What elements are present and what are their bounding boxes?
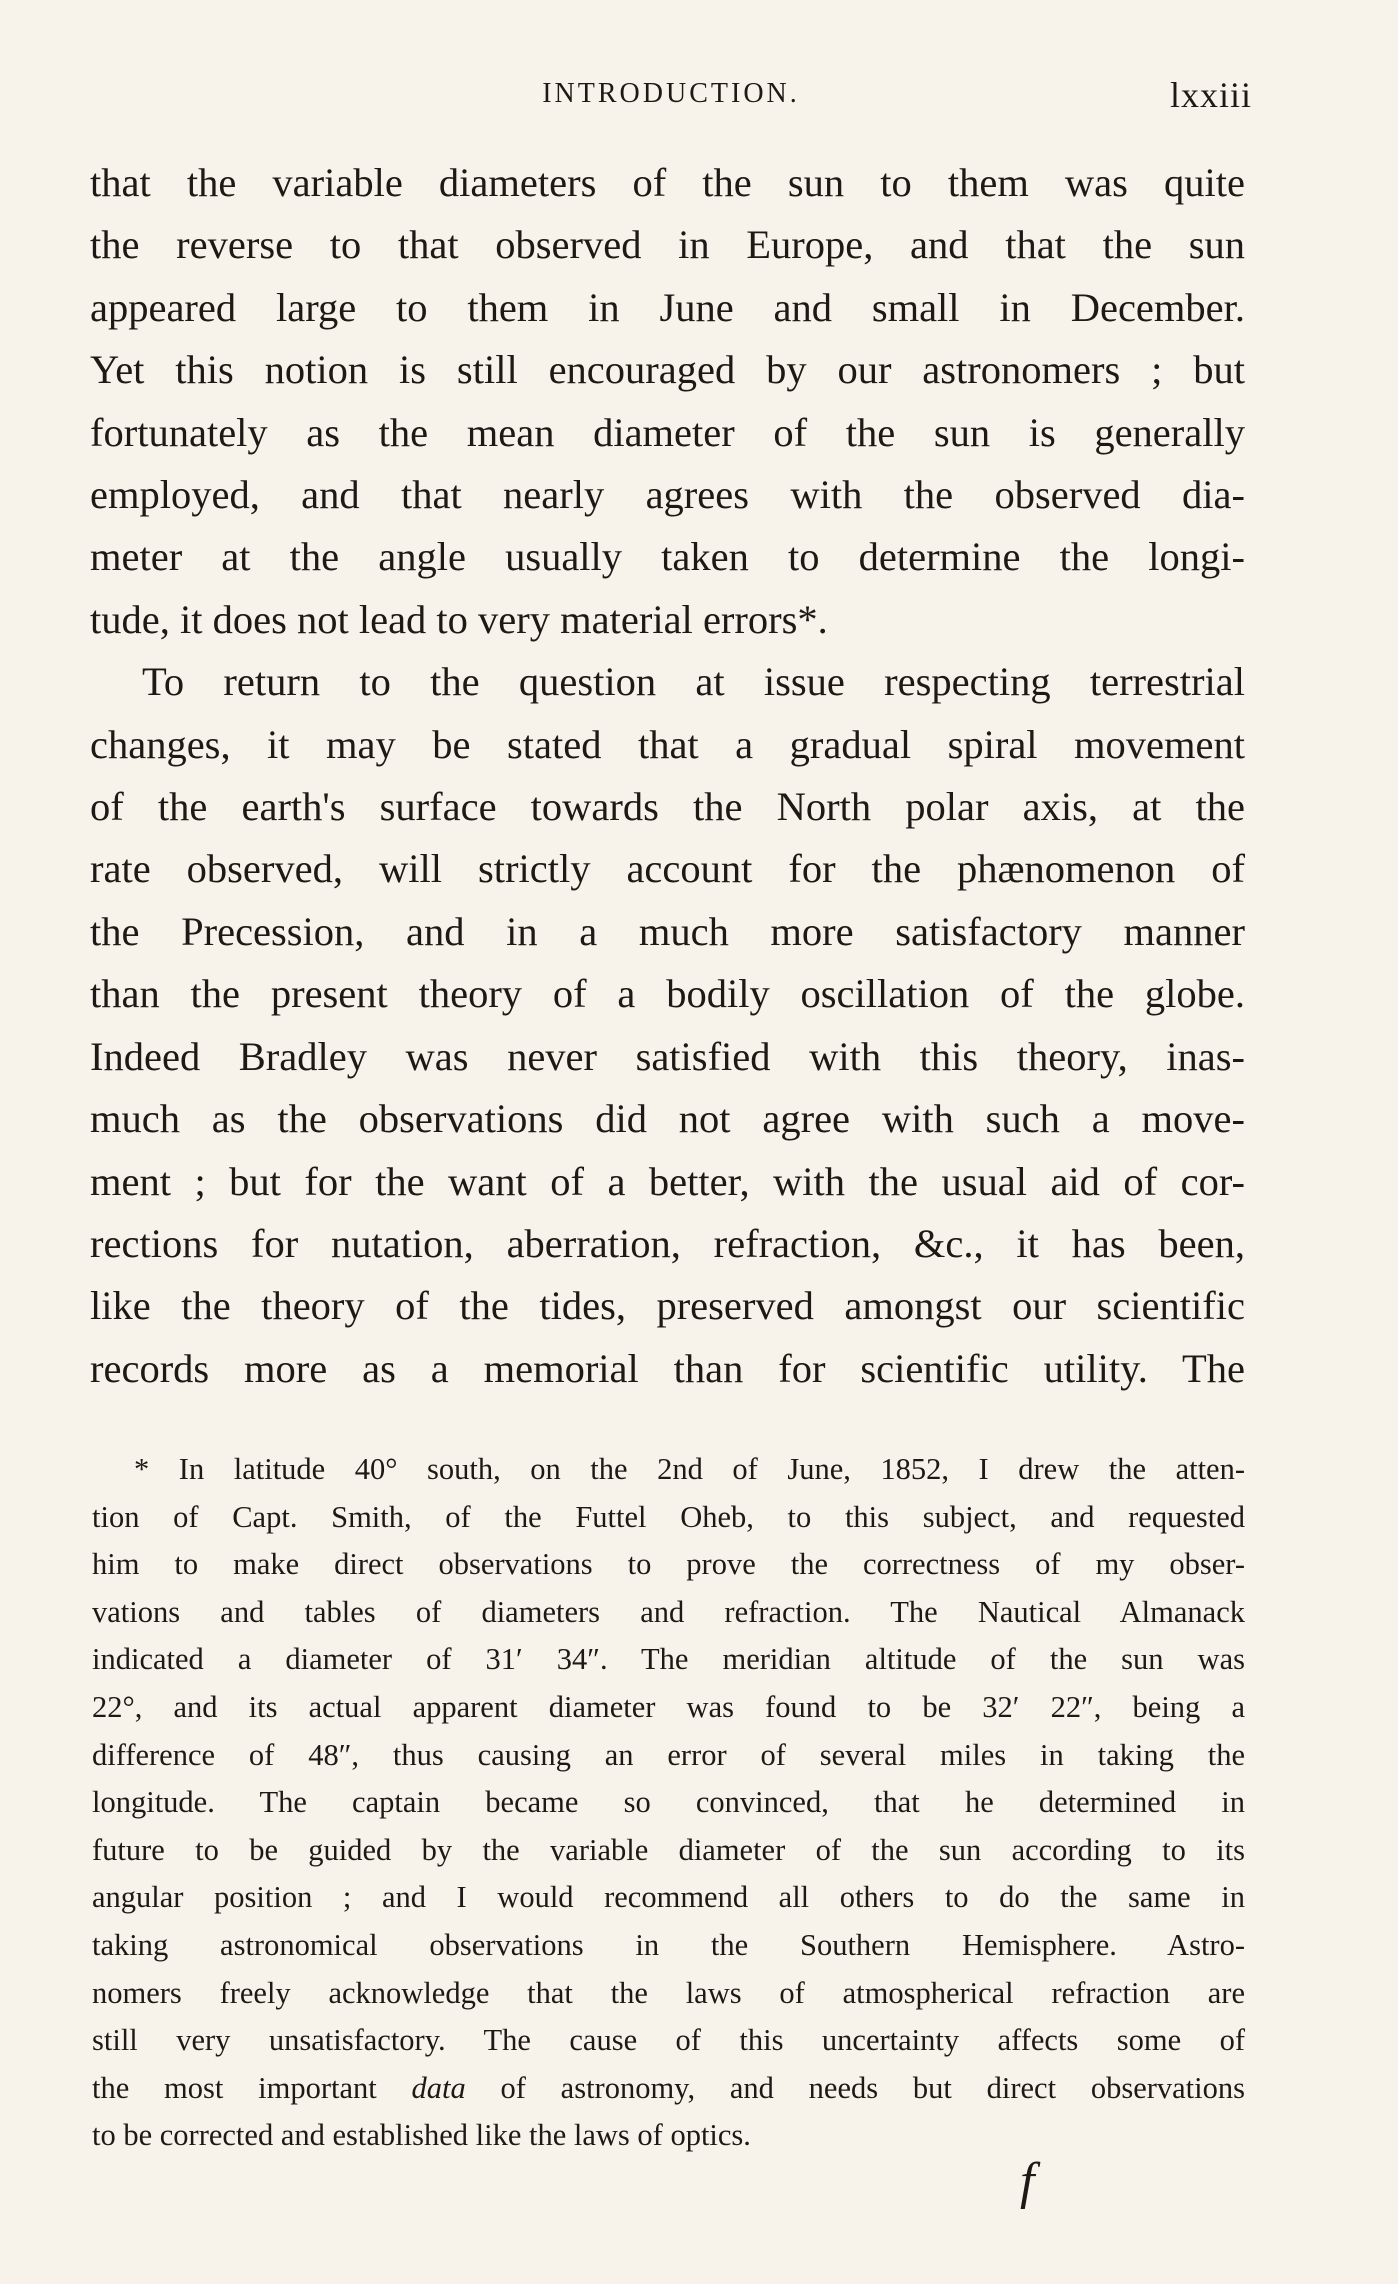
- footnote-line: * In latitude 40° south, on the 2nd of June, 1852, I drew the atten-: [134, 1452, 1245, 1486]
- body-line: changes, it may be stated that a gradual spiral movement: [90, 721, 1245, 767]
- footnote-line: angular position ; and I would recommend all others to do the same in: [92, 1880, 1245, 1915]
- body-text: [90, 152, 1245, 1400]
- footnote-line: difference of 48″, thus causing an error of several miles in taking the: [92, 1737, 1245, 1772]
- body-line: the Precession, and in a much more satisfactory manner: [90, 908, 1245, 954]
- footnote-text-before: the most important: [92, 2070, 412, 2105]
- body-line: meter at the angle usually taken to determine the longi-: [90, 534, 1245, 580]
- footnote-last-line: to be corrected and established like the laws of optics.: [92, 2118, 751, 2153]
- body-line: that the variable diameters of the sun to them was quite: [90, 160, 1245, 205]
- footnote-line: tion of Capt. Smith, of the Futtel Oheb, to this subject, and requested: [92, 1499, 1245, 1534]
- signature-mark: f: [1020, 2153, 1035, 2210]
- running-title: INTRODUCTION.: [542, 78, 800, 109]
- body-line: records more as a memorial than for scientific utility. The: [90, 1345, 1245, 1391]
- footnote-line: nomers freely acknowledge that the laws of atmospherical refraction are: [92, 1975, 1245, 2010]
- body-line: much as the observations did not agree with such a move-: [90, 1096, 1245, 1142]
- footnote-line: taking astronomical observations in the Southern Hemisphere. Astro-: [92, 1927, 1245, 1962]
- footnote-line: vations and tables of diameters and refraction. The Nautical Almanack: [92, 1594, 1245, 1629]
- footnote-line: 22°, and its actual apparent diameter was found to be 32′ 22″, being a: [92, 1689, 1245, 1724]
- body-line: appeared large to them in June and small in December.: [90, 284, 1245, 330]
- body-line: like the theory of the tides, preserved amongst our scientific: [90, 1283, 1245, 1329]
- footnote-line: still very unsatisfactory. The cause of this uncertainty affects some of: [92, 2023, 1245, 2058]
- body-line: tude, it does not lead to very material errors*.: [90, 596, 828, 642]
- footnote-line: indicated a diameter of 31′ 34″. The meridian altitude of the sun was: [92, 1642, 1245, 1677]
- body-line: rate observed, will strictly account for the phænomenon of: [90, 846, 1245, 892]
- footnote-italic-word: data: [411, 2070, 466, 2105]
- footnote-line: longitude. The captain became so convinced, that he determined in: [92, 1785, 1245, 1820]
- body-line: fortunately as the mean diameter of the sun is generally: [90, 409, 1245, 455]
- body-line: rections for nutation, aberration, refraction, &c., it has been,: [90, 1220, 1245, 1266]
- footnote: [92, 1446, 1245, 2160]
- footnote-text-after: of astronomy, and needs but direct observations: [465, 2070, 1245, 2105]
- running-head: [90, 74, 1252, 114]
- footnote-line: him to make direct observations to prove the correctness of my obser-: [92, 1547, 1245, 1582]
- body-line: the reverse to that observed in Europe, and that the sun: [90, 222, 1245, 268]
- body-line: of the earth's surface towards the North polar axis, at the: [90, 784, 1245, 830]
- page-number: lxxiii: [1169, 75, 1252, 115]
- footnote-line: future to be guided by the variable diameter of the sun according to its: [92, 1832, 1245, 1867]
- body-line: Indeed Bradley was never satisfied with this theory, inas-: [90, 1033, 1245, 1079]
- body-line: Yet this notion is still encouraged by our astronomers ; but: [90, 347, 1245, 393]
- body-line: employed, and that nearly agrees with the observed dia-: [90, 472, 1245, 518]
- body-line: than the present theory of a bodily oscillation of the globe.: [90, 971, 1245, 1017]
- footnote-line-with-italic: [92, 2065, 1245, 2113]
- paragraph-start-line: To return to the question at issue respecting terrestrial: [142, 659, 1245, 705]
- body-line: ment ; but for the want of a better, with the usual aid of cor-: [90, 1158, 1245, 1204]
